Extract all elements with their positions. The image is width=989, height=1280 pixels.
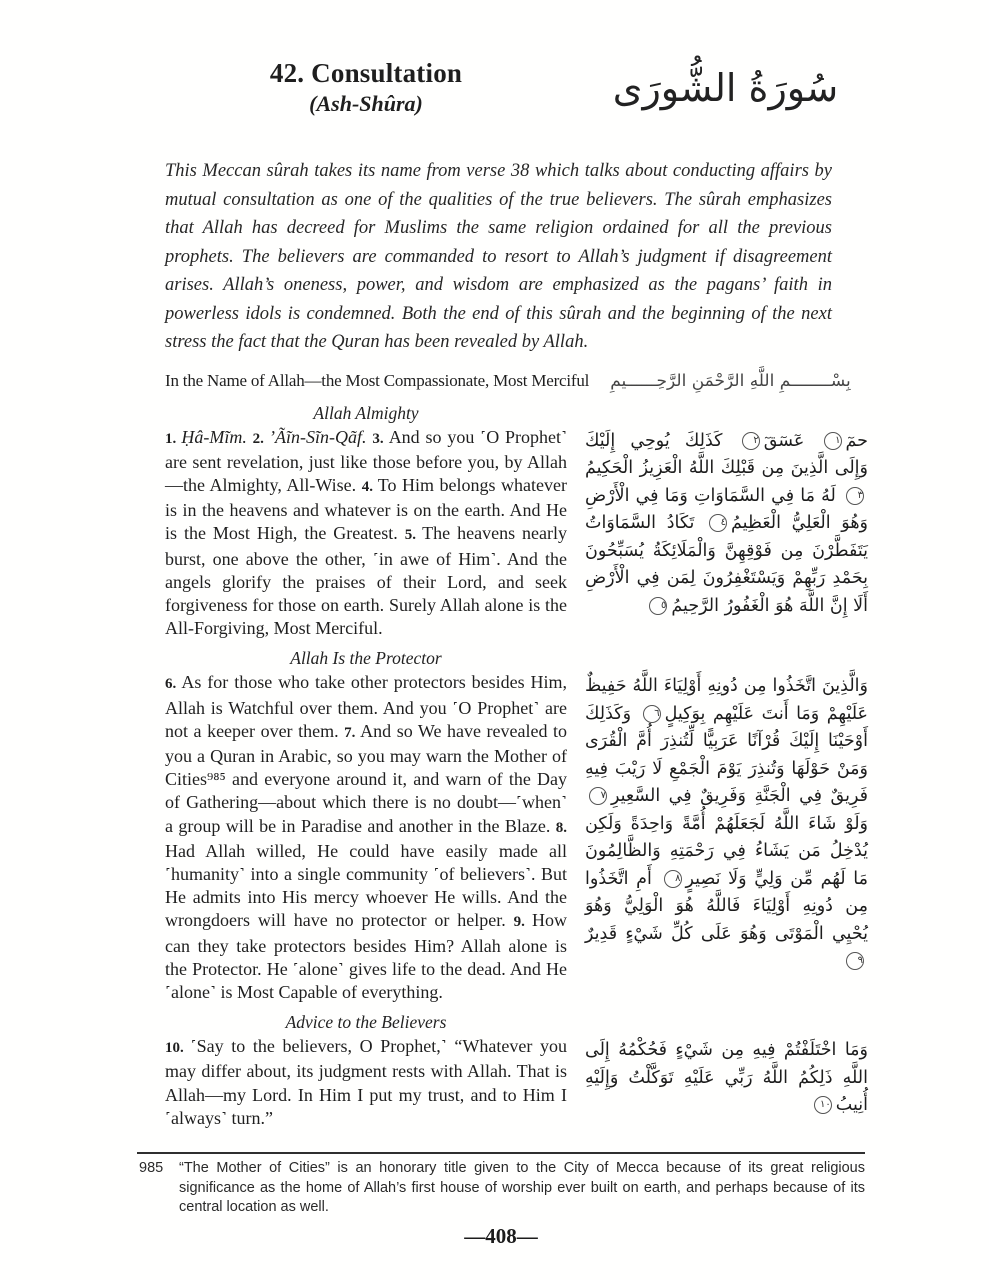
verse-sections	[165, 401, 868, 1130]
verse-number: 2.	[252, 430, 270, 447]
section-heading: Allah Is the Protector	[290, 648, 442, 669]
english-verse-paragraph	[165, 1035, 567, 1130]
arabic-verse-paragraph	[585, 428, 868, 621]
arabic-verse-text: وَكَذَلِكَ أَوْحَيْنَا إِلَيْكَ قُرْآنًا عَرَبِيًّا لِّتُنذِرَ أُمَّ الْقُرَى وَمَنْ حَوْلَهَا وَتُنذِرَ يَوْمَ الْجَمْعِ لَا رَيْبَ فِيهِ فَرِيقٌ فِي الْجَنَّةِ وَفَرِيقٌ فِي السَّعِيرِ	[585, 703, 868, 807]
arabic-verse-text: وَلَوْ شَاءَ اللَّهُ لَجَعَلَهُمْ أُمَّةً وَاحِدَةً وَلَكِن يُدْخِلُ مَن يَشَاءُ فِي رَحْمَتِهِ وَالظَّالِمُونَ مَا لَهُم مِّن وَلِيٍّ وَلَا نَصِيرٍ	[585, 813, 868, 889]
chapter-subtitle: (Ash-Shûra)	[309, 91, 423, 116]
verse-text: To Him belongs whatever is in the heavens and whatever is on the earth. And He is the Most High, the Greatest.	[165, 474, 567, 544]
verse-number: 5.	[404, 527, 423, 544]
surah-arabic-title: سُورَةُ الشُّورَى	[612, 66, 839, 110]
footnote-text: “The Mother of Cities” is an honorary title given to the City of Mecca because of its great religious significance as the home of Allah’s first house of worship ever built on earth, and perhaps because of its central location as well.	[179, 1160, 865, 1215]
arabic-column	[585, 1010, 868, 1130]
verse-text: Ḥâ-Mĩm.	[181, 426, 253, 447]
section-row	[165, 646, 868, 1004]
section-heading: Advice to the Believers	[285, 1012, 447, 1033]
footnote-divider	[137, 1152, 865, 1154]
intro-paragraph: This Meccan sûrah takes its name from verse 38 which talks about conducting affairs by mutual consultation as one of the qualities of the true believers. The sûrah emphasizes that Allah has decreed for Muslims the same religion ordained for all the previous prophets. The believers are commanded to resort to Allah’s judgment if disagreement arises. Allah’s oneness, power, and wisdom are emphasized as the pagans’ faith in powerless idols is condemned. Both the end of this sûrah and the beginning of the next stress the fact that the Quran has been revealed by Allah.	[165, 161, 832, 352]
verse-number: 1.	[165, 430, 182, 447]
chapter-title-block	[165, 58, 567, 117]
verse-number: 4.	[361, 478, 378, 495]
basmalah-english: In the Name of Allah—the Most Compassionate, Most Merciful	[165, 370, 590, 390]
verse-number: 10.	[165, 1040, 191, 1057]
verse-text: The heavens nearly burst, one above the other, ˹in awe of Him˺. And the angels glorify the praises of their Lord, and seek forgiveness for those on earth. Surely Allah alone is the All-Forgiving, Most Merciful.	[165, 523, 568, 639]
verse-number: 7.	[344, 724, 361, 741]
arabic-verse-text: تَكَادُ السَّمَاوَاتُ يَتَفَطَّرْنَ مِن فَوْقِهِنَّ وَالْمَلَائِكَةُ يُسَبِّحُونَ بِحَمْدِ رَبِّهِمْ وَيَسْتَغْفِرُونَ لِمَن فِي الْأَرْضِ أَلَا إِنَّ اللَّهَ هُوَ الْغَفُورُ الرَّحِيمُ	[585, 513, 868, 616]
arabic-verse-text: وَمَا اخْتَلَفْتُمْ فِيهِ مِن شَيْءٍ فَحُكْمُهُ إِلَى اللَّهِ ذَلِكُمُ اللَّهُ رَبِّي عَلَيْهِ تَوَكَّلْتُ وَإِلَيْهِ أُنِيبُ	[585, 1040, 868, 1116]
verse-text: And so We have revealed to you a Quran in Arabic, so you may warn the Mother of Cities⁹⁸⁵ and everyone around it, and warn of the Day of Gathering—about which there is no doubt—˹when˺ a group will be in Paradise and another in the Blaze.	[165, 720, 568, 836]
chapter-header	[165, 58, 868, 117]
english-column	[165, 1010, 567, 1130]
section-row	[165, 401, 868, 641]
arabic-verse-text: كَذَلِكَ يُوحِي إِلَيْكَ وَإِلَى الَّذِينَ مِن قَبْلِكَ اللَّهُ الْعَزِيزُ الْحَكِيمُ	[585, 430, 868, 478]
page-footer	[137, 1152, 865, 1249]
section-row	[165, 1010, 868, 1130]
ayah-end-marker: ٤	[709, 514, 727, 532]
arabic-verse-text: لَهُ مَا فِي السَّمَاوَاتِ وَمَا فِي الْأَرْضِ وَهُوَ الْعَلِيُّ الْعَظِيمُ	[585, 485, 868, 533]
ayah-end-marker: ٩	[846, 952, 864, 970]
english-verse-paragraph	[165, 426, 567, 641]
arabic-verse-paragraph	[585, 1037, 868, 1120]
verse-text: ʼÃĩn-Sĩn-Qãf.	[269, 426, 373, 447]
verse-number: 9.	[513, 914, 533, 931]
ayah-end-marker: ٣	[846, 487, 864, 505]
footnote-number: 985	[139, 1160, 164, 1176]
arabic-verse-text: حمٓ	[845, 430, 868, 451]
ayah-end-marker: ٦	[643, 705, 661, 723]
verse-text: How can they take protectors besides Him? Allah alone is the Protector. He ˹alone˺ gives life to the dead. And He ˹alone˺ is Most Capable of everything.	[165, 910, 568, 1002]
verse-number: 3.	[372, 430, 389, 447]
verse-text: Had Allah willed, He could have easily made all ˹humanity˺ into a single community ˹of believers˺. But He admits into His mercy whoever He wills. And the wrongdoers will have no protector or helper.	[165, 840, 567, 931]
basmalah-row	[165, 371, 868, 391]
verse-text: As for those who take other protectors besides Him, Allah is Watchful over them. And you ˹O Prophet˺ are not a keeper over them.	[165, 672, 568, 741]
arabic-verse-text: عٓسٓقٓ	[763, 430, 805, 451]
chapter-title: 42. Consultation	[269, 58, 463, 88]
arabic-column	[585, 646, 868, 1004]
basmalah-arabic-calligraphy: بِسْــــــــمِ اللَّهِ الرَّحْمَنِ الرَّحِــــــيمِ	[610, 371, 851, 390]
english-column	[165, 646, 567, 1004]
ayah-end-marker: ٨	[664, 870, 682, 888]
page-number: —408—	[464, 1223, 538, 1248]
footnote	[137, 1159, 865, 1218]
arabic-column	[585, 401, 868, 641]
verse-text: ˹Say to the believers, O Prophet,˺ “Whatever you may differ about, its judgment rests with Allah. That is Allah—my Lord. In Him I put my trust, and to Him I ˹always˺ turn.”	[165, 1036, 567, 1128]
arabic-verse-text: أَمِ اتَّخَذُوا مِن دُونِهِ أَوْلِيَاءَ فَاللَّهُ هُوَ الْوَلِيُّ وَهُوَ يُحْيِي الْمَوْتَى وَهُوَ عَلَى كُلِّ شَيْءٍ قَدِيرٌ	[585, 868, 868, 944]
ayah-end-marker: ١٠	[814, 1096, 832, 1114]
ayah-end-marker: ١	[824, 432, 842, 450]
english-verse-paragraph	[165, 671, 567, 1004]
ayah-end-marker: ٧	[589, 787, 607, 805]
english-column	[165, 401, 567, 641]
arabic-verse-paragraph	[585, 673, 868, 976]
ayah-end-marker: ٢	[742, 432, 760, 450]
verse-text: And so you ˹O Prophet˺ are sent revelation, just like those before you, by Allah—the Almighty, All-Wise.	[165, 426, 568, 495]
verse-number: 8.	[555, 819, 567, 836]
section-heading: Allah Almighty	[313, 402, 419, 423]
ayah-end-marker: ٥	[649, 597, 667, 615]
arabic-verse-text: وَالَّذِينَ اتَّخَذُوا مِن دُونِهِ أَوْلِيَاءَ اللَّهُ حَفِيظٌ عَلَيْهِمْ وَمَا أَنتَ عَلَيْهِم بِوَكِيلٍ	[585, 676, 868, 724]
verse-number: 6.	[165, 676, 182, 693]
